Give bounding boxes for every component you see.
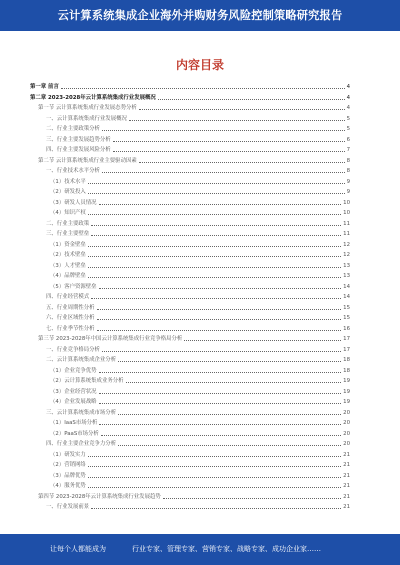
toc-entry-label: 七、行业季节性分析 — [46, 325, 95, 332]
toc-entry-page: 12 — [343, 241, 350, 248]
dot-leader — [99, 288, 342, 289]
dot-leader — [158, 99, 345, 100]
toc-entry[interactable] — [46, 290, 350, 301]
dot-leader — [99, 393, 342, 394]
toc-entry-page: 4 — [346, 84, 350, 90]
toc-entry-label: 第三节 2023-2028年中国云计算系统集成行业竞争格局分析 — [38, 336, 183, 342]
dot-leader — [102, 172, 345, 173]
toc-entry[interactable] — [50, 280, 350, 291]
toc-entry[interactable] — [50, 248, 350, 259]
toc-entry[interactable] — [30, 91, 350, 102]
toc-entry-label: 第一节 云计算系统集成行业发展态势分析 — [38, 105, 137, 111]
toc-entry-page: 13 — [343, 262, 350, 269]
toc-entry-label: 三、云计算系统集成市场分析 — [46, 409, 117, 416]
dot-leader — [99, 204, 342, 205]
toc-entry-page: 19 — [343, 378, 350, 384]
toc-entry[interactable] — [46, 217, 350, 228]
toc-entry-page: 15 — [343, 315, 350, 321]
toc-entry-label: 一、行业发展前景 — [46, 504, 90, 510]
toc-entry[interactable] — [46, 122, 350, 133]
toc-entry-label: （3）研发人员情况 — [50, 199, 97, 206]
toc-entry-label: 四、行业主要发展风险分析 — [46, 147, 111, 153]
toc-entry-label: （1）技术水平 — [50, 178, 86, 185]
toc-entry[interactable] — [50, 458, 350, 469]
toc-entry[interactable] — [46, 437, 350, 448]
toc-entry-page: 18 — [343, 357, 350, 363]
toc-entry-label: （1）IaaS市场分析 — [50, 420, 98, 426]
dot-leader — [129, 120, 345, 121]
toc-entry-label: （3）人才壁垒 — [50, 262, 86, 269]
toc-entry[interactable] — [38, 154, 350, 165]
toc-entry-label: （4）知识产权 — [50, 210, 86, 216]
toc-entry-page: 13 — [343, 273, 350, 279]
toc-entry-label: 四、行业主要企业竞争力分析 — [46, 441, 117, 447]
toc-entry[interactable] — [46, 227, 350, 238]
toc-entry-page: 21 — [343, 493, 350, 500]
toc-entry-page: 9 — [346, 178, 350, 185]
toc-entry-page: 15 — [343, 304, 350, 311]
toc-entry-label: 第一章 前言 — [30, 84, 59, 90]
toc-entry-page: 9 — [346, 189, 350, 195]
toc-entry-page: 5 — [346, 115, 350, 122]
toc-entry-label: 一、云计算系统集成行业发展概况 — [46, 115, 127, 122]
toc-entry[interactable] — [50, 427, 350, 438]
toc-entry[interactable] — [50, 269, 350, 280]
toc-entry-label: 五、行业周期性分析 — [46, 304, 95, 311]
dot-leader — [184, 340, 341, 341]
dot-leader — [88, 466, 341, 467]
toc-entry-page: 19 — [343, 399, 350, 405]
dot-leader — [97, 319, 342, 320]
toc-entry-page: 17 — [343, 346, 350, 353]
dot-leader — [126, 382, 342, 383]
toc-entry-page: 21 — [343, 462, 350, 468]
dot-leader — [97, 330, 342, 331]
toc-entry-page: 10 — [343, 210, 350, 216]
toc-entry[interactable] — [50, 206, 350, 217]
toc-entry-page: 12 — [343, 252, 350, 258]
toc-entry-label: 一、行业竞争格局分析 — [46, 346, 100, 353]
toc-entry[interactable] — [46, 133, 350, 144]
dot-leader — [113, 141, 345, 142]
toc-entry[interactable] — [46, 164, 350, 175]
toc-entry-label: 第四节 2023-2028年云计算系统集成行业发展趋势 — [38, 493, 161, 500]
dot-leader — [99, 403, 342, 404]
dot-leader — [118, 414, 341, 415]
toc-list — [0, 80, 400, 512]
toc-entry-page: 11 — [343, 220, 350, 227]
dot-leader — [118, 445, 341, 446]
toc-entry-page: 21 — [343, 483, 350, 489]
toc-entry-label: （4）企业发展战略 — [50, 399, 97, 405]
dot-leader — [61, 88, 345, 89]
toc-entry-label: （2）PaaS市场分析 — [50, 430, 99, 437]
toc-entry-label: 四、行业经营模式 — [46, 294, 90, 300]
toc-entry[interactable] — [50, 238, 350, 249]
toc-entry-page: 4 — [346, 105, 350, 111]
dot-leader — [88, 267, 341, 268]
toc-entry-page: 7 — [346, 147, 350, 153]
dot-leader — [91, 225, 341, 226]
toc-entry[interactable] — [46, 301, 350, 312]
dot-leader — [88, 477, 341, 478]
toc-entry[interactable] — [30, 80, 350, 91]
toc-entry[interactable] — [46, 500, 350, 511]
toc-entry-label: （3）品牌优势 — [50, 472, 86, 479]
dot-leader — [88, 183, 345, 184]
toc-entry[interactable] — [50, 259, 350, 270]
toc-entry-page: 4 — [346, 94, 350, 101]
report-title: 云计算系统集成企业海外并购财务风险控制策略研究报告 — [57, 9, 343, 22]
toc-entry[interactable] — [46, 143, 350, 154]
toc-entry[interactable] — [38, 101, 350, 112]
toc-entry-page: 16 — [343, 325, 350, 332]
toc-entry-label: 二、行业主要政策分析 — [46, 126, 100, 132]
toc-entry-label: 第二节 云计算系统集成行业主要驱动因素 — [38, 157, 137, 164]
dot-leader — [139, 109, 345, 110]
toc-entry-label: 一、行业技术水平分析 — [46, 168, 100, 174]
toc-entry-page: 8 — [346, 157, 350, 164]
toc-entry-label: 六、行业区域性分析 — [46, 315, 95, 321]
toc-entry-page: 19 — [343, 388, 350, 395]
dot-leader — [118, 361, 341, 362]
toc-entry-page: 20 — [343, 430, 350, 437]
toc-entry-page: 10 — [343, 199, 350, 206]
toc-entry-label: 第二章 2023-2028年云计算系统集成行业发展概况 — [30, 94, 156, 101]
dot-leader — [113, 151, 345, 152]
dot-leader — [91, 508, 341, 509]
toc-entry-page: 21 — [343, 451, 350, 458]
toc-entry-label: （3）企业经营状况 — [50, 388, 97, 395]
dot-leader — [91, 298, 341, 299]
toc-entry[interactable] — [50, 185, 350, 196]
toc-entry[interactable] — [46, 353, 350, 364]
toc-entry[interactable] — [50, 479, 350, 490]
header-banner — [0, 0, 400, 31]
toc-entry-label: 二、云计算系统集成企业分析 — [46, 357, 117, 363]
toc-entry-label: （2）云计算系统集成业务分析 — [50, 378, 124, 384]
footer-tagline: 行业专家、管理专家、营销专家、战略专家、成功企业家…… — [132, 545, 321, 553]
dot-leader — [102, 130, 345, 131]
toc-entry-page: 21 — [343, 472, 350, 479]
toc-entry[interactable] — [46, 112, 350, 123]
toc-entry-page: 20 — [343, 441, 350, 447]
toc-entry[interactable] — [46, 311, 350, 322]
dot-leader — [88, 456, 341, 457]
footer-banner — [0, 534, 400, 565]
dot-leader — [101, 435, 341, 436]
toc-entry-label: 二、行业主要政策 — [46, 220, 90, 227]
toc-entry-page: 20 — [343, 420, 350, 426]
toc-entry-page: 21 — [343, 504, 350, 510]
toc-entry-page: 20 — [343, 409, 350, 416]
toc-entry[interactable] — [50, 416, 350, 427]
dot-leader — [99, 372, 342, 373]
toc-entry[interactable] — [50, 196, 350, 207]
toc-entry[interactable] — [46, 322, 350, 333]
footer-slogan: 让每个人都能成为 — [50, 545, 106, 553]
toc-entry-page: 14 — [343, 283, 350, 290]
toc-entry-label: （5）客户资源壁垒 — [50, 283, 97, 290]
toc-entry[interactable] — [38, 332, 350, 343]
toc-entry[interactable] — [50, 469, 350, 480]
dot-leader — [99, 424, 341, 425]
toc-entry[interactable] — [50, 374, 350, 385]
dot-leader — [91, 235, 341, 236]
toc-entry-page: 18 — [343, 367, 350, 374]
dot-leader — [88, 277, 341, 278]
toc-entry-page: 11 — [343, 231, 350, 237]
toc-entry-label: （4）品牌壁垒 — [50, 273, 86, 279]
toc-entry[interactable] — [50, 385, 350, 396]
toc-entry-label: （2）研发投入 — [50, 189, 86, 195]
toc-entry-label: （1）资金壁垒 — [50, 241, 86, 248]
toc-entry[interactable] — [50, 448, 350, 459]
toc-entry-label: （1）研发实力 — [50, 451, 86, 458]
dot-leader — [88, 246, 341, 247]
toc-entry[interactable] — [38, 490, 350, 501]
toc-entry[interactable] — [46, 343, 350, 354]
dot-leader — [88, 256, 341, 257]
toc-entry-label: 三、行业主要发展趋势分析 — [46, 136, 111, 143]
dot-leader — [88, 214, 341, 215]
dot-leader — [102, 351, 341, 352]
toc-entry-label: （4）服务优势 — [50, 483, 86, 489]
toc-entry-page: 8 — [346, 168, 350, 174]
toc-entry-page: 14 — [343, 294, 350, 300]
toc-entry[interactable] — [46, 406, 350, 417]
toc-entry[interactable] — [50, 395, 350, 406]
toc-entry-page: 17 — [343, 336, 350, 342]
toc-entry[interactable] — [50, 175, 350, 186]
dot-leader — [139, 162, 345, 163]
dot-leader — [163, 498, 341, 499]
toc-entry-page: 5 — [346, 126, 350, 132]
toc-entry-label: （2）技术壁垒 — [50, 252, 86, 258]
dot-leader — [88, 193, 345, 194]
toc-entry-label: 三、行业主要壁垒 — [46, 231, 90, 237]
toc-entry-label: （1）企业竞争优势 — [50, 367, 97, 374]
dot-leader — [88, 487, 341, 488]
toc-title: 内容目录 — [175, 58, 224, 72]
toc-entry-label: （2）营销网络 — [50, 462, 86, 468]
dot-leader — [97, 309, 342, 310]
toc-entry-page: 6 — [346, 136, 350, 143]
toc-entry[interactable] — [50, 364, 350, 375]
